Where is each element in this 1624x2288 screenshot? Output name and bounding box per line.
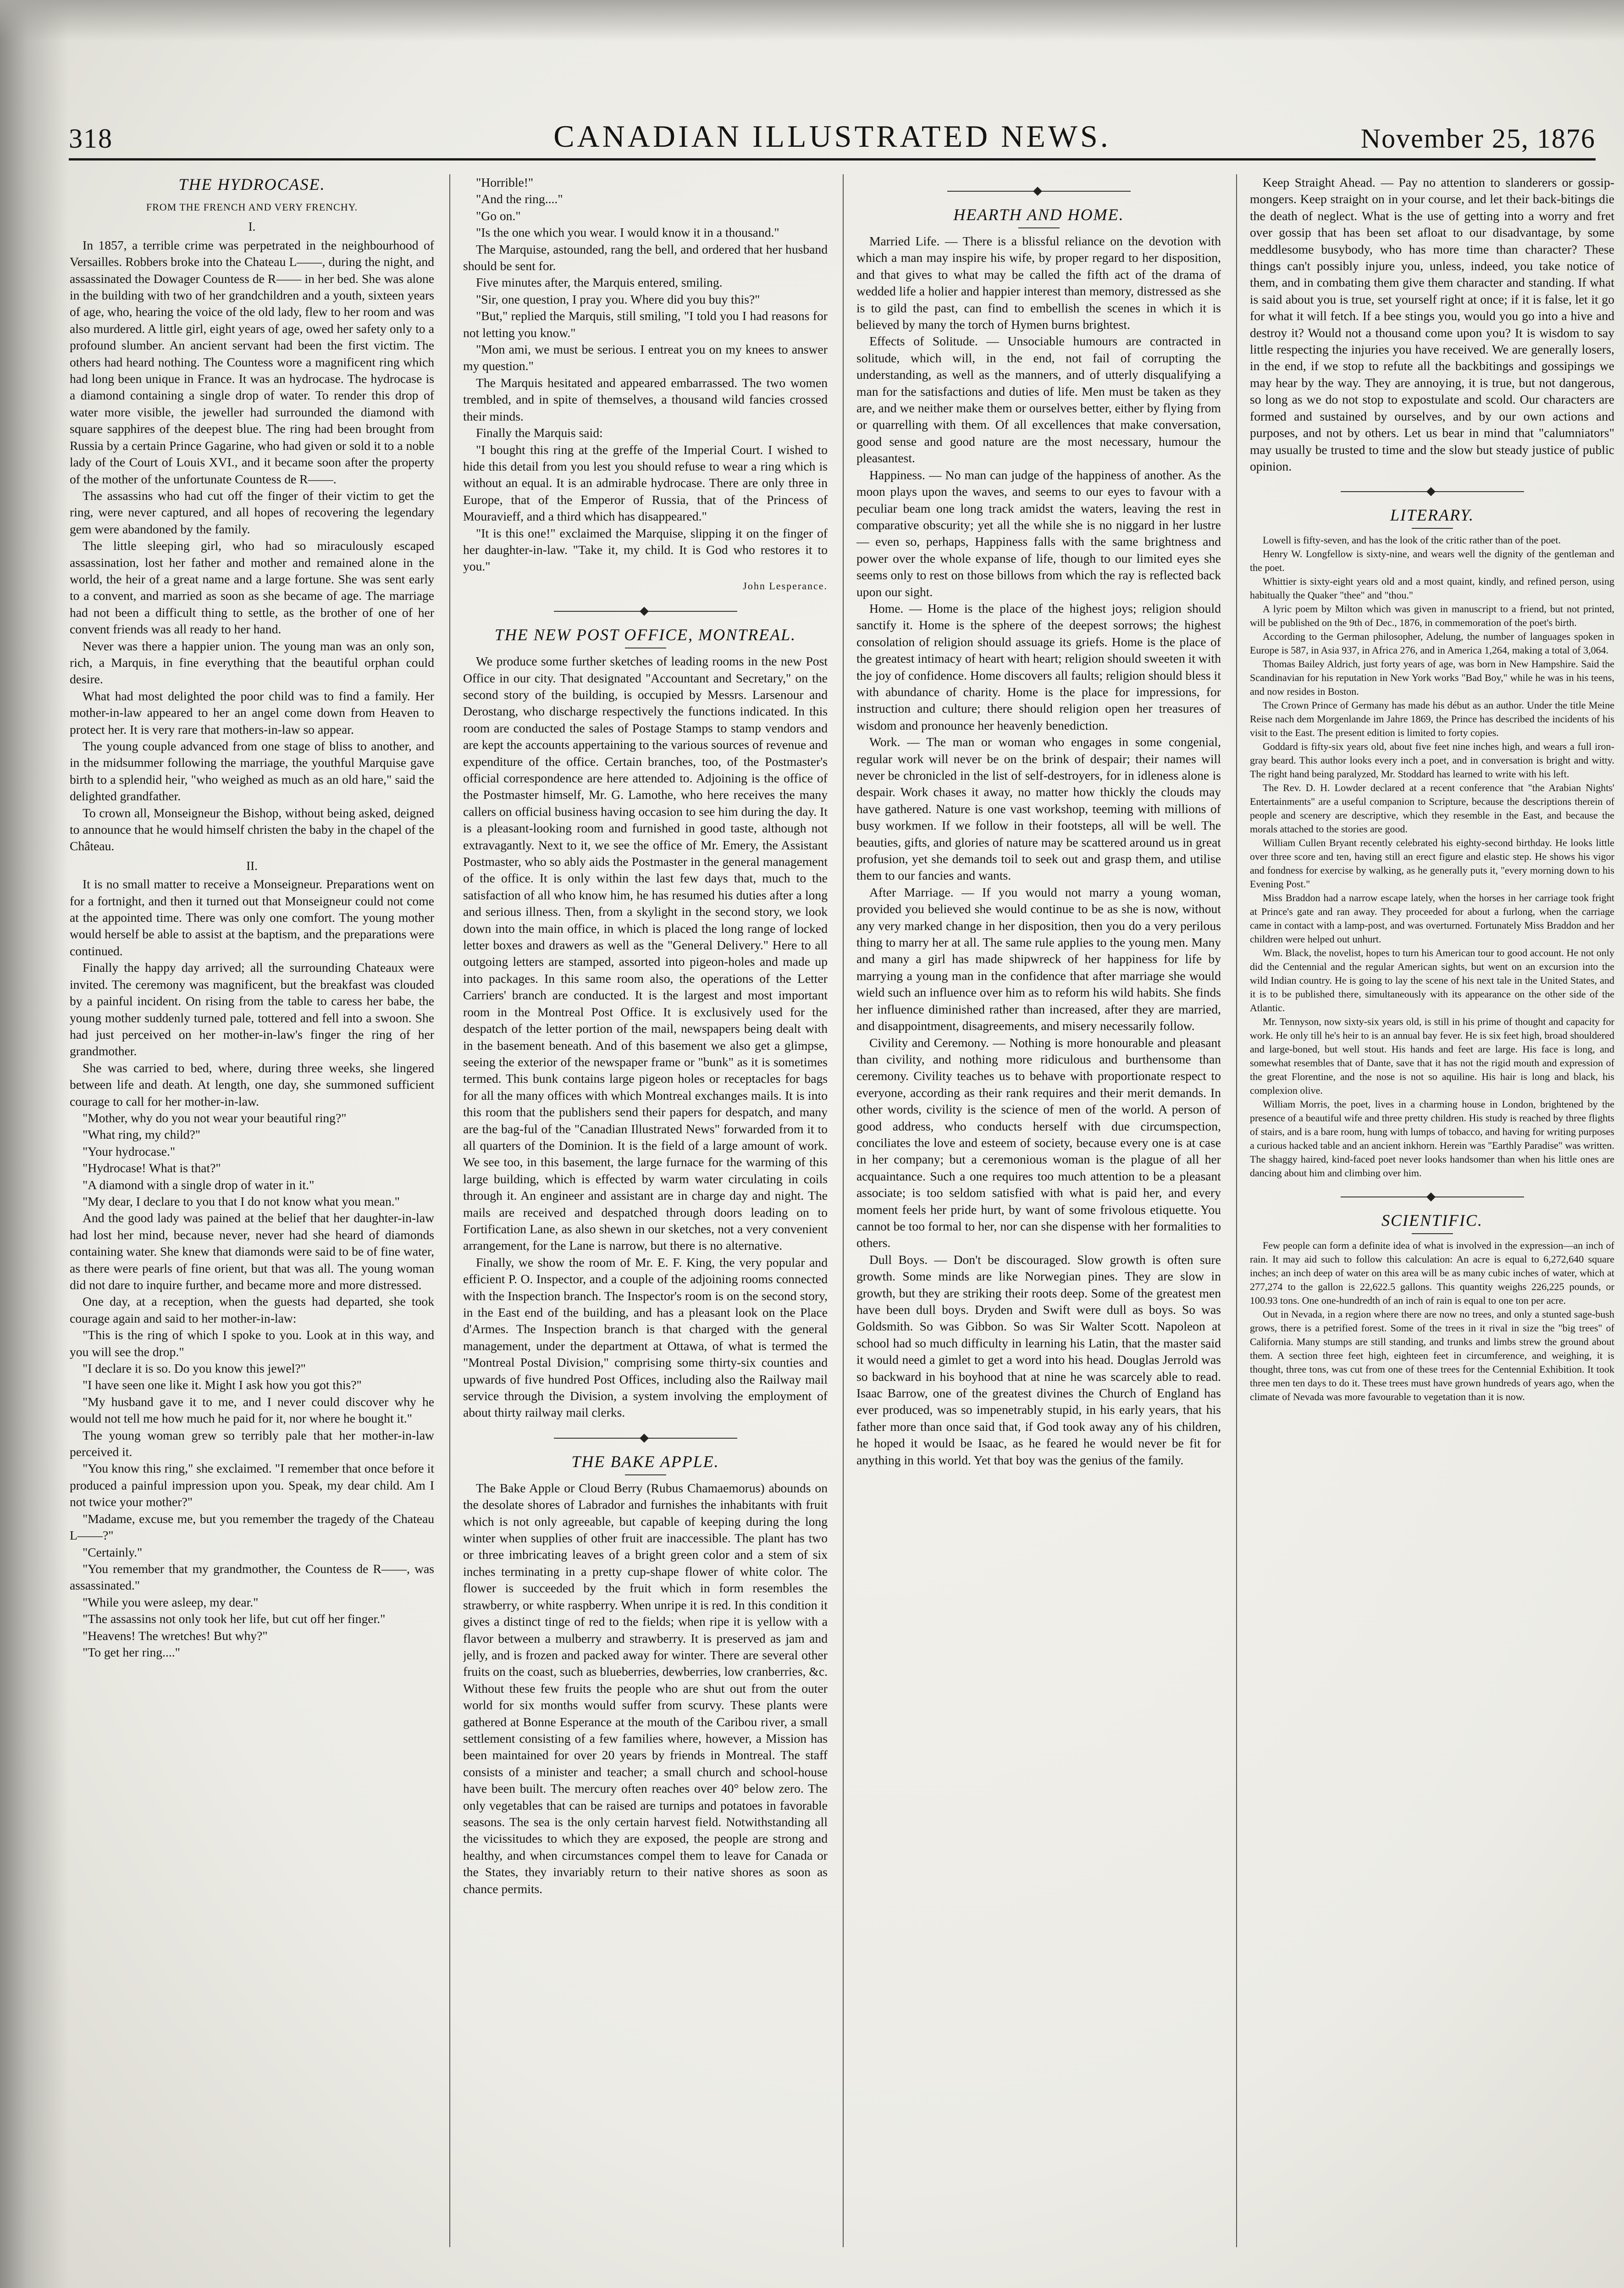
- literary-item: According to the German philosopher, Adelung, the number of languages spoken in Europe is 587, in Asia 937, in Africa 276, and in America 1,264, making a total of 3,064.: [1250, 631, 1614, 656]
- dialogue-line: "Horrible!": [476, 175, 534, 189]
- article-title-post-office: THE NEW POST OFFICE, MONTREAL.: [494, 626, 796, 644]
- literary-item: William Morris, the poet, lives in a charming house in London, brightened by the presence of a beautiful wife and three pretty children. His study is reached by three flights of stairs, and is a bare room, hung with lumps of tobacco, and having for writing purposes a curious hacked table and an ancient inkhorn. Herein was "Earthly Paradise" was written. The shaggy haired, kind-faced poet never looks handsomer than when his little ones are dancing about him and climbing over him.: [1250, 1098, 1614, 1179]
- article-title-bake-apple: THE BAKE APPLE.: [571, 1452, 719, 1471]
- dialogue-line: "I declare it is so. Do you know this jewel?": [83, 1361, 306, 1376]
- dialogue-line: "Sir, one question, I pray you. Where did you buy this?": [476, 292, 760, 306]
- dialogue-line: "Certainly.": [83, 1545, 143, 1559]
- dialogue-line: "And the ring....": [476, 192, 563, 206]
- dialogue-line: "Hydrocase! What is that?": [83, 1161, 221, 1175]
- dialogue-line: "It is this one!" exclaimed the Marquise, slipping it on the finger of her daughter-in-law. "Take it, my child. It is God who restores it to you.": [463, 526, 828, 574]
- section-divider: [947, 190, 1131, 193]
- dialogue-line: "What ring, my child?": [83, 1127, 201, 1142]
- column-4: [1250, 174, 1614, 2247]
- author-byline: John Lesperance.: [743, 580, 828, 592]
- paragraph: And the good lady was pained at the belief that her daughter-in-law had lost her mind, because never, never had she heard of diamonds containing water. She knew that diamonds were said to be of fine water, as there were pearls of fine orient, but that was all. The young woman did not dare to inquire further, and became more and more distressed.: [70, 1211, 434, 1292]
- dialogue-line: "To get her ring....": [83, 1645, 180, 1659]
- paragraph: The Marquis hesitated and appeared embarrassed. The two women trembled, and in spite of themselves, a thousand wild fancies crossed their minds.: [463, 375, 828, 423]
- paragraph: Five minutes after, the Marquis entered, smiling.: [476, 275, 723, 290]
- title-underline: [1412, 528, 1453, 529]
- dialogue-line: "This is the ring of which I spoke to you. Look at in this way, and you will see the drop.": [70, 1328, 434, 1359]
- title-underline: [1412, 1233, 1453, 1234]
- section-number: II.: [246, 859, 258, 873]
- paragraph: Civility and Ceremony. — Nothing is more honourable and pleasant than civility, and nothing more ridiculous and burthensome than ceremony. Civility teaches us to behave with proportionate respect to everyone, according as their rank requires and their merit demands. In other words, civility is the science of men of the world. A person of good address, who conducts herself with due circumspection, conciliates the love and esteem of society, because every one is at case in her company; but a ceremonious woman is the plague of all her acquaintance. Such a one requires too much attention to be a pleasant associate; is too seldom satisfied with what is paid her, and every moment feels her pride hurt, by want of some frivolous etiquette. You cannot be too formal to her, nor can she dispense with her formalities to others.: [856, 1035, 1221, 1250]
- paragraph: Happiness. — No man can judge of the happiness of another. As the moon plays upon the waves, and seems to our eyes to favour with a peculiar beam one long track amidst the waters, leaving the rest in comparative obscurity; yet all the while she is no niggard in her lustre — even so, perhaps, Happiness falls with the same brightness and power over the whole expanse of life, though to our limited eyes she seems only to rest on those billows from which the ray is reflected back upon our sight.: [856, 467, 1221, 599]
- paragraph: The Marquise, astounded, rang the bell, and ordered that her husband should be sent for.: [463, 242, 828, 273]
- dialogue-line: "Madame, excuse me, but you remember the tragedy of the Chateau L——?": [70, 1511, 434, 1543]
- dialogue-line: "Is the one which you wear. I would know it in a thousand.": [476, 225, 779, 240]
- scientific-item: Few people can form a definite idea of what is involved in the expression—an inch of rain. It may aid such to follow this calculation: An acre is equal to 6,272,640 square inches; an inch deep of water on this area will be as many cubic inches of water, which at 277,274 to the gallon is 22,622.5 gallons. This quantity weighs 226,225 pounds, or 100.93 tons. One one-hundredth of an inch of rain is equal to one ton per acre.: [1250, 1240, 1614, 1307]
- paragraph: One day, at a reception, when the guests had departed, she took courage again and said to her mother-in-law:: [70, 1294, 434, 1325]
- paragraph: To crown all, Monseigneur the Bishop, without being asked, deigned to announce that he would himself christen the baby in the chapel of the Château.: [70, 805, 434, 853]
- literary-item: William Cullen Bryant recently celebrated his eighty-second birthday. He looks little over three score and ten, having still an erect figure and elastic step. He shows his vigor and fondness for exercise by walking, as he generally puts it, "every morning down to his Evening Post.": [1250, 837, 1614, 890]
- article-subtitle: FROM THE FRENCH AND VERY FRENCHY.: [146, 201, 358, 213]
- column-3: [856, 174, 1221, 2247]
- column-2: [463, 174, 828, 2247]
- column-rule: [1236, 174, 1237, 2247]
- dialogue-line: "Mother, why do you not wear your beautiful ring?": [83, 1110, 347, 1125]
- dialogue-line: "While you were asleep, my dear.": [83, 1595, 259, 1609]
- column-rule: [449, 174, 450, 2247]
- title-underline: [625, 1474, 666, 1475]
- scan-top-shadow: [0, 0, 1624, 41]
- literary-item: Mr. Tennyson, now sixty-six years old, is still in his prime of thought and capacity for work. He only till he's heir to is an annual bay fever. He is six feet high, broad shouldered and large-boned, but well stout. His hands and feet are large. His face is long, and somewhat resembles that of Dante, save that it has not the rigid mouth and expression of the great Florentine, and the nose is not so aquiline. His hair is long and black, his complexion olive.: [1250, 1016, 1614, 1097]
- paragraph: Dull Boys. — Don't be discouraged. Slow growth is often sure growth. Some minds are like Norwegian pines. They are slow in growth, but they are striking their roots deep. Some of the greatest men have been dull boys. Dryden and Swift were dull as boys. So was Goldsmith. So was Gibbon. So was Sir Walter Scott. Napoleon at school had so much difficulty in learning his Latin, that the master said it would need a gimlet to get a word into his head. Douglas Jerrold was so backward in his boyhood that at nine he was scarcely able to read. Isaac Barrow, one of the greatest divines the Church of England has ever produced, was so impenetrably stupid, in his early years, that his father more than once said that, if God took away any of his children, he hoped it would be Isaac, as he feared he would never be fit for anything in this world. Yet that boy was the genius of the family.: [856, 1252, 1221, 1467]
- article-title-hydrocase: THE HYDROCASE.: [178, 175, 326, 194]
- scientific-item: Out in Nevada, in a region where there are now no trees, and only a stunted sage-bush grows, there is a petrified forest. Some of the trees in it rival in size the "big trees" of California. Many stumps are still standing, and trunks and limbs strew the ground about them. A section three feet high, eighteen feet in circumference, and weighing, it is thought, three tons, was cut from one of these trees for the Centennial Exhibition. It took three men ten days to do it. These trees must have grown hundreds of years ago, when the climate of Nevada was more favourable to vegetation than it is now.: [1250, 1308, 1614, 1403]
- paragraph: Work. — The man or woman who engages in some congenial, regular work will never be on the brink of despair; their names will never be chronicled in the list of self-destroyers, for in idleness alone is despair. Work chases it away, no matter how thickly the clouds may have gathered. Nature is one vast workshop, teeming with millions of busy workmen. If we follow in their footsteps, all will be well. The beauties, gifts, and glories of nature may be scattered around us in great profusion, yet she demands toil to seek out and grasp them, and utilise them to our fancies and wants.: [856, 735, 1221, 883]
- dialogue-line: "Your hydrocase.": [83, 1144, 176, 1158]
- paragraph: We produce some further sketches of leading rooms in the new Post Office in our city. That designated "Accountant and Secretary," on the second story of the building, is occupied by Messrs. Larsenour and Derostang, who discharge respectively the functions indicated. In this room are conducted the sales of Postage Stamps to stamp vendors and are kept the accounts appertaining to the various sources of revenue and expenditure of the office. Certain branches, too, of the Postmaster's official correspondence are here attended to. Adjoining is the office of the Postmaster himself, Mr. G. Lamothe, who here receives the many callers on official business having occasion to see him during the day. It is a pleasant-looking room and furnished in good taste, although not extravagantly. Next to it, we see the office of Mr. Emery, the Assistant Postmaster, who so ably aids the Postmaster in the general management of the office. It is only within the last few days that, much to the satisfaction of all who know him, he has resumed his duties after a long and serious illness. Then, from a skylight in the second story, we look down into the main office, in which is placed the long range of locked letter boxes and drawers as well as the "General Delivery." Here to all outgoing letters are stamped, assorted into pigeon-holes and made up into packages. In this same room also, the operations of the Letter Carriers' branch are conducted. It is the largest and most important room in the Montreal Post Office. It is exclusively used for the despatch of the letter portion of the mail, newspapers being dealt with in the basement beneath. And of this basement we also get a glimpse, seeing the exterior of the newspaper frame or "bunk" as it is sometimes termed. This bunk contains large pigeon holes or receptacles for bags for all the many offices with which Montreal exchanges mails. It is into this room that the publishers send their papers for despatch, and many are the bag-ful of the "Canadian Illustrated News" forwarded from it to all quarters of the Dominion. It is the field of a large amount of work. We see too, in this basement, the large furnace for the warming of this large building, which is effected by warm water circulating in coils through it. An engineer and assistant are in charge day and night. The mails are received and despatched through doors leading on to Fortification Lane, as also shewn in our sketches, not a very convenient arrangement, for the Lane is narrow, but there is no alternative.: [463, 654, 828, 1253]
- dialogue-line: "Heavens! The wretches! But why?": [83, 1628, 268, 1643]
- article-title-hearth-and-home: HEARTH AND HOME.: [953, 205, 1124, 224]
- dialogue-line: "The assassins not only took her life, but cut off her finger.": [83, 1612, 386, 1626]
- paragraph: The young couple advanced from one stage of bliss to another, and in the midsummer following the marriage, the youthful Marquise gave birth to a splendid heir, "who weighed as much as an old hare," said the delighted grandfather.: [70, 739, 434, 803]
- dialogue-line: "You remember that my grandmother, the Countess de R——, was assassinated.": [70, 1561, 434, 1593]
- paragraph: The assassins who had cut off the finger of their victim to get the ring, were never captured, and all hopes of recovering the legendary gem were abandoned by the family.: [70, 488, 434, 536]
- literary-item: Miss Braddon had a narrow escape lately, when the horses in her carriage took fright at Prince's gate and ran away. They proceeded for about a furlong, when the carriage came in contact with a lamp-post, and was overturned. Fortunately Miss Braddon and her children were helped out unhurt.: [1250, 892, 1614, 945]
- paragraph: The young woman grew so terribly pale that her mother-in-law perceived it.: [70, 1428, 434, 1459]
- paragraph: Home. — Home is the place of the highest joys; religion should sanctify it. Home is the sphere of the deepest sorrows; the highest consolation of religion should assuage its griefs. Home is the place of the greatest intimacy of heart with heart; religion should sweeten it with the joy of confidence. Home discovers all faults; religion should bless it with abundance of charity. Home is the place for impressions, for instruction and culture; there should religion open her treasures of wisdom and pronounce her heavenly benediction.: [856, 601, 1221, 732]
- dialogue-line: "But," replied the Marquis, still smiling, "I told you I had reasons for not letting you know.": [463, 309, 828, 340]
- paragraph: Married Life. — There is a blissful reliance on the devotion with which a man may inspire his wife, by proper regard to her disposition, and that gives to what may be called the fifth act of the drama of wedded life a holier and happier interest than memory, distressed as she is to gild the past, can find to embellish the scenes in which it is believed by many the torch of Hymen burns brightest.: [856, 234, 1221, 332]
- dialogue-line: "I have seen one like it. Might I ask how you got this?": [83, 1378, 362, 1392]
- paragraph: Keep Straight Ahead. — Pay no attention to slanderers or gossip-mongers. Keep straight on in your course, and let their back-bitings die the death of neglect. What is the use of getting into a worry and fret over gossip that has been set afloat to our disadvantage, by some meddlesome busybody, who has more time than character? These things can't possibly injure you, unless, indeed, you take notice of them, and in combating them give them character and standing. If what is said about you is true, set yourself right at once; if it is false, let it go for what it will fetch. If a bee stings you, would you go into a hive and destroy it? Would not a thousand come upon you? It is wisdom to say little respecting the injuries you have received. We are generally losers, in the end, if we stop to refute all the backbitings and gossipings we may hear by the way. They are annoying, it is true, but not dangerous, so long as we do not stop to expostulate and scold. Our characters are formed and sustained by ourselves, and by our own actions and purposes, and not by others. Let us bear in mind that "calumniators" may usually be trusted to time and the slow but steady justice of public opinion.: [1250, 175, 1614, 473]
- literary-item: Goddard is fifty-six years old, about five feet nine inches high, and wears a full iron-gray beard. This author looks every inch a poet, and in conversation is bright and witty. The right hand being paralyzed, Mr. Stoddard has learned to write with his left.: [1250, 741, 1614, 780]
- literary-item: The Rev. D. H. Lowder declared at a recent conference that "the Arabian Nights' Entertainments" are a useful companion to Scripture, because the descriptions therein of people and scenery are descriptive, which they resemble in the East, and because the morals attached to the stories are good.: [1250, 782, 1614, 835]
- paragraph: Finally the happy day arrived; all the surrounding Chateaux were invited. The ceremony was magnificent, but the breakfast was clouded by a painful incident. On rising from the table to caress her babe, the young mother suddenly turned pale, tottered and fell into a swoon. She had just perceived on her mother-in-law's finger the ring of her grandmother.: [70, 960, 434, 1058]
- literary-item: Wm. Black, the novelist, hopes to turn his American tour to good account. He not only did the Centennial and the regular American sights, but went on an excursion into the wild Indian country. He is going to lay the scene of his next tale in the United States, and it is to be published there, simultaneously with its appearance on the other side of the Atlantic.: [1250, 947, 1614, 1014]
- masthead: [69, 110, 1596, 161]
- paragraph: The Bake Apple or Cloud Berry (Rubus Chamaemorus) abounds on the desolate shores of Labrador and furnishes the inhabitants with fruit which is not only agreeable, but capable of keeping during the long winter when supplies of other fruit are inaccessible. The plant has two or three imbricating leaves of a bright green color and a stem of six inches terminating in a pretty cup-shape flower of white color. The flower is succeeded by the fruit which in form resembles the strawberry, or white raspberry. When unripe it is red. In this condition it gives a distinct tinge of red to the fields; when ripe it is yellow with a flavor between a mulberry and strawberry. It is preserved as jam and jelly, and is frozen and packed away for winter. There are several other fruits on the coast, such as blueberries, dewberries, low cranberries, &c. Without these few fruits the people who are shut out from the outer world for six months would suffer from scurvy. These plants were gathered at Bonne Esperance at the mouth of the Caribou river, a small settlement consisting of a few families where, however, a Mission has been maintained for over 20 years by friends in Montreal. The staff consists of a minister and teacher; a small church and school-house have been built. The mercury often reaches over 40° below zero. The only vegetables that can be raised are turnips and potatoes in favorable seasons. The sea is the only certain harvest field. Notwithstanding all the vicissitudes to which they are exposed, the people are strong and healthy, and when circumstances compel them to leave for Canada or the States, they invariably return to their native shores as soon as chance permits.: [463, 1480, 828, 1896]
- dialogue-line: "My dear, I declare to you that I do not know what you mean.": [83, 1194, 400, 1208]
- dialogue-line: "I bought this ring at the greffe of the Imperial Court. I wished to hide this detail from you lest you should refuse to wear a ring which is without an equal. It is an admirable hydrocase. There are only three in Europe, that of the Emperor of Russia, that of the Princess of Mouravieff, and a third which has disappeared.": [463, 442, 828, 524]
- scan-edge-shadow: [0, 0, 69, 2288]
- article-title-scientific: SCIENTIFIC.: [1381, 1211, 1483, 1230]
- dialogue-line: "You know this ring," she exclaimed. "I remember that once before it produced a painful impression upon you. Speak, my dear child. Am I not twice your mother?": [70, 1461, 434, 1509]
- paragraph: After Marriage. — If you would not marry a young woman, provided you believed she would continue to be as she is now, without any very marked change in her disposition, then you do a very perilous thing to marry her at all. The same rule applies to the young men. Many and many a girl has made shipwreck of her happiness for life by marrying a young man in the confidence that after marriage she would wield such an influence over him as to reform his wild habits. She finds her influence diminished rather than increased, after they are married, and disappointment, disagreements, and misery necessarily follow.: [856, 885, 1221, 1033]
- section-number: I.: [248, 220, 256, 234]
- paragraph: Never was there a happier union. The young man was an only son, rich, a Marquis, in fine everything that the beautiful orphan could desire.: [70, 638, 434, 687]
- section-divider: [554, 610, 737, 613]
- paragraph: Finally the Marquis said:: [476, 426, 603, 440]
- paragraph: The little sleeping girl, who had so miraculously escaped assassination, lost her father and mother and remained alone in the world, the heir of a great name and a large fortune. She was sent early to a convent, and married as soon as she became of age. The marriage had not been a difficult thing to settle, as the brother of one of her convent friends was all ready to her hand.: [70, 538, 434, 637]
- literary-item: Lowell is fifty-seven, and has the look of the critic rather than of the poet.: [1263, 534, 1561, 546]
- page-number: 318: [69, 123, 113, 154]
- paragraph: What had most delighted the poor child was to find a family. Her mother-in-law appeared to her an angel come down from Heaven to protect her. It is very rare that mothers-in-law so appear.: [70, 688, 434, 737]
- paragraph: In 1857, a terrible crime was perpetrated in the neighbourhood of Versailles. Robbers broke into the Chateau L——, during the night, and assassinated the Dowager Countess de R—— in her bed. She was alone in the building with two of her grandchildren and a youth, sixteen years of age, who, hearing the voice of the old lady, flew to her room and was also murdered. A little girl, eight years of age, owed her safety only to a profound slumber. An ancient servant had been the first victim. The others had heard nothing. The Countess wore a magnificent ring which had long been unique in France. It was an hydrocase. The hydrocase is a diamond containing a single drop of water. To render this drop of water more visible, the jeweller had surrounded the diamond with square sapphires of the deepest blue. The ring had been brought from Russia by a certain Prince Gagarine, who had given or sold it to a noble lady of the Court of Louis XVI., and it became soon after the property of the mother of the unfortunate Countess de R——.: [70, 238, 434, 486]
- literary-item: A lyric poem by Milton which was given in manuscript to a friend, but not printed, will be published on the 9th of Dec., 1876, in commemoration of the poet's birth.: [1250, 603, 1614, 629]
- newspaper-title: CANADIAN ILLUSTRATED NEWS.: [553, 119, 1111, 154]
- dialogue-line: "Mon ami, we must be serious. I entreat you on my knees to answer my question.": [463, 342, 828, 373]
- paragraph: Effects of Solitude. — Unsociable humours are contracted in solitude, which will, in the end, not fail of corrupting the understanding, as well as the manners, and of utterly disqualifying a man for the satisfactions and duties of life. Men must be taken as they are, and we neither make them or ourselves better, either by flying from or quarrelling with them. Of all excellences that make conversation, good sense and good nature are the most necessary, humour the pleasantest.: [856, 334, 1221, 465]
- paragraph: Finally, we show the room of Mr. E. F. King, the very popular and efficient P. O. Inspector, and a couple of the adjoining rooms connected with the Inspection branch. The Inspector's room is on the second story, in the East end of the building, and has a pleasant look on the Place d'Armes. The Inspection branch is that charged with the general management, under the department at Ottawa, of what is termed the "Montreal Postal Division," comprising some thirty-six counties and upwards of five hundred Post Offices, including also the Railway mail service through the Division, a system involving the employment of about thirty railway mail clerks.: [463, 1255, 828, 1420]
- issue-date: November 25, 1876: [1360, 123, 1596, 154]
- dialogue-line: "Go on.": [476, 208, 521, 223]
- section-divider: [554, 1437, 737, 1440]
- section-divider: [1341, 490, 1524, 493]
- column-rule: [843, 174, 844, 2247]
- literary-item: The Crown Prince of Germany has made his début as an author. Under the title Meine Reise nach dem Morgenlande im Jahre 1869, the Prince has described the incidents of his visit to the East. The present edition is limited to forty copies.: [1250, 699, 1614, 739]
- title-underline: [1018, 227, 1060, 228]
- section-divider: [1341, 1196, 1524, 1198]
- literary-item: Thomas Bailey Aldrich, just forty years of age, was born in New Hampshire. Said the Scandinavian for his reputation in New York works "Bad Boy," while he was in his teens, and now resides in Boston.: [1250, 658, 1614, 698]
- literary-item: Whittier is sixty-eight years old and a most quaint, kindly, and refined person, using habitually the Quaker "thee" and "thou.": [1250, 576, 1614, 601]
- paragraph: It is no small matter to receive a Monseigneur. Preparations went on for a fortnight, and then it turned out that Monseigneur could not come at the appointed time. There was only one comfort. The young mother would herself be able to assist at the baptism, and the preparations were continued.: [70, 877, 434, 958]
- dialogue-line: "My husband gave it to me, and I never could discover why he would not tell me how much he paid for it, nor where he bought it.": [70, 1394, 434, 1426]
- literary-item: Henry W. Longfellow is sixty-nine, and wears well the dignity of the gentleman and the poet.: [1250, 548, 1614, 574]
- paragraph: She was carried to bed, where, during three weeks, she lingered between life and death. At length, one day, she summoned sufficient courage to call for her mother-in-law.: [70, 1060, 434, 1108]
- dialogue-line: "A diamond with a single drop of water in it.": [83, 1177, 315, 1192]
- article-title-literary: LITERARY.: [1390, 506, 1475, 525]
- column-1: [70, 174, 434, 2247]
